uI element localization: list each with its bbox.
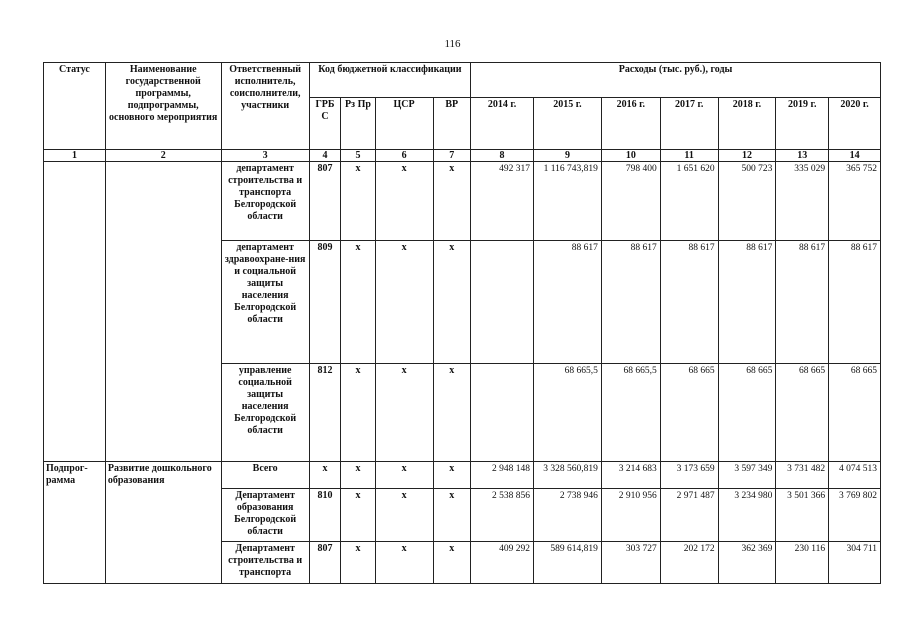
value-cell: 492 317 (471, 162, 534, 241)
page-number: 116 (444, 38, 461, 50)
value-cell: 3 769 802 (829, 489, 881, 542)
column-number-row (44, 150, 881, 162)
value-cell: 1 116 743,819 (533, 162, 601, 241)
csr-cell: х (375, 489, 433, 542)
value-cell: 4 074 513 (829, 462, 881, 489)
rzpr-cell: х (341, 241, 375, 364)
value-cell: 500 723 (718, 162, 776, 241)
header-vr: ВР (433, 98, 471, 150)
value-cell (471, 364, 534, 462)
value-cell: 3 328 560,819 (533, 462, 601, 489)
column-number: 10 (601, 150, 660, 162)
header-year: 2020 г. (829, 98, 881, 150)
value-cell: 798 400 (601, 162, 660, 241)
grbs-cell: 809 (309, 241, 340, 364)
grbs-cell: х (309, 462, 340, 489)
vr-cell: х (433, 364, 471, 462)
vr-cell: х (433, 162, 471, 241)
value-cell: 68 665,5 (533, 364, 601, 462)
column-number: 2 (105, 150, 221, 162)
value-cell: 88 617 (660, 241, 718, 364)
executor-cell: Департамент строительства и транспорта (221, 542, 309, 584)
value-cell: 3 597 349 (718, 462, 776, 489)
value-cell: 88 617 (601, 241, 660, 364)
column-number: 14 (829, 150, 881, 162)
header-year: 2015 г. (533, 98, 601, 150)
value-cell: 2 538 856 (471, 489, 534, 542)
executor-cell: департамент здравоохране-ния и социальной защиты населения Белгородской области (221, 241, 309, 364)
value-cell: 589 614,819 (533, 542, 601, 584)
executor-cell: управление социальной защиты населения Белгородской области (221, 364, 309, 462)
rzpr-cell: х (341, 462, 375, 489)
value-cell: 88 617 (829, 241, 881, 364)
vr-cell: х (433, 489, 471, 542)
header-csr: ЦСР (375, 98, 433, 150)
value-cell: 88 617 (533, 241, 601, 364)
value-cell: 202 172 (660, 542, 718, 584)
value-cell: 3 214 683 (601, 462, 660, 489)
header-grbs: ГРБ С (309, 98, 340, 150)
executor-cell: департамент строительства и транспорта Белгородской области (221, 162, 309, 241)
value-cell: 335 029 (776, 162, 829, 241)
column-number: 13 (776, 150, 829, 162)
value-cell: 68 665,5 (601, 364, 660, 462)
csr-cell: х (375, 162, 433, 241)
value-cell: 303 727 (601, 542, 660, 584)
value-cell: 68 665 (660, 364, 718, 462)
header-executor: Ответственный исполнитель, соисполнители, участники (221, 63, 309, 150)
header-expenses: Расходы (тыс. руб.), годы (471, 63, 881, 98)
rzpr-cell: х (341, 364, 375, 462)
budget-table (43, 62, 881, 584)
column-number: 3 (221, 150, 309, 162)
rzpr-cell: х (341, 489, 375, 542)
csr-cell: х (375, 462, 433, 489)
value-cell: 2 971 487 (660, 489, 718, 542)
grbs-cell: 807 (309, 542, 340, 584)
header-year: 2016 г. (601, 98, 660, 150)
column-number: 1 (44, 150, 106, 162)
column-number: 6 (375, 150, 433, 162)
grbs-cell: 812 (309, 364, 340, 462)
value-cell: 68 665 (718, 364, 776, 462)
value-cell: 2 738 946 (533, 489, 601, 542)
status-cell (44, 162, 106, 462)
header-year: 2018 г. (718, 98, 776, 150)
column-number: 12 (718, 150, 776, 162)
value-cell: 68 665 (776, 364, 829, 462)
column-number: 5 (341, 150, 375, 162)
header-year: 2019 г. (776, 98, 829, 150)
column-number: 8 (471, 150, 534, 162)
name-cell: Развитие дошкольного образования (105, 462, 221, 584)
value-cell: 304 711 (829, 542, 881, 584)
value-cell (471, 241, 534, 364)
grbs-cell: 810 (309, 489, 340, 542)
value-cell: 362 369 (718, 542, 776, 584)
executor-cell: Департамент образования Белгородской области (221, 489, 309, 542)
header-name: Наименование государственной программы, подпрограммы, основного мероприятия (105, 63, 221, 150)
rzpr-cell: х (341, 162, 375, 241)
header-year: 2014 г. (471, 98, 534, 150)
csr-cell: х (375, 542, 433, 584)
value-cell: 3 173 659 (660, 462, 718, 489)
column-number: 9 (533, 150, 601, 162)
vr-cell: х (433, 542, 471, 584)
value-cell: 3 501 366 (776, 489, 829, 542)
vr-cell: х (433, 241, 471, 364)
table-row (44, 462, 881, 489)
table-row (44, 162, 881, 241)
executor-cell: Всего (221, 462, 309, 489)
value-cell: 68 665 (829, 364, 881, 462)
status-cell: Подпрог-рамма (44, 462, 106, 584)
value-cell: 88 617 (776, 241, 829, 364)
name-cell (105, 162, 221, 462)
value-cell: 365 752 (829, 162, 881, 241)
grbs-cell: 807 (309, 162, 340, 241)
header-year: 2017 г. (660, 98, 718, 150)
header-status: Статус (44, 63, 106, 150)
header-budget-code: Код бюджетной классификации (309, 63, 470, 98)
value-cell: 409 292 (471, 542, 534, 584)
value-cell: 3 234 980 (718, 489, 776, 542)
header-rzpr: Рз Пр (341, 98, 375, 150)
rzpr-cell: х (341, 542, 375, 584)
vr-cell: х (433, 462, 471, 489)
value-cell: 88 617 (718, 241, 776, 364)
column-number: 11 (660, 150, 718, 162)
column-number: 4 (309, 150, 340, 162)
csr-cell: х (375, 241, 433, 364)
column-number: 7 (433, 150, 471, 162)
csr-cell: х (375, 364, 433, 462)
value-cell: 1 651 620 (660, 162, 718, 241)
value-cell: 2 910 956 (601, 489, 660, 542)
value-cell: 2 948 148 (471, 462, 534, 489)
value-cell: 230 116 (776, 542, 829, 584)
value-cell: 3 731 482 (776, 462, 829, 489)
